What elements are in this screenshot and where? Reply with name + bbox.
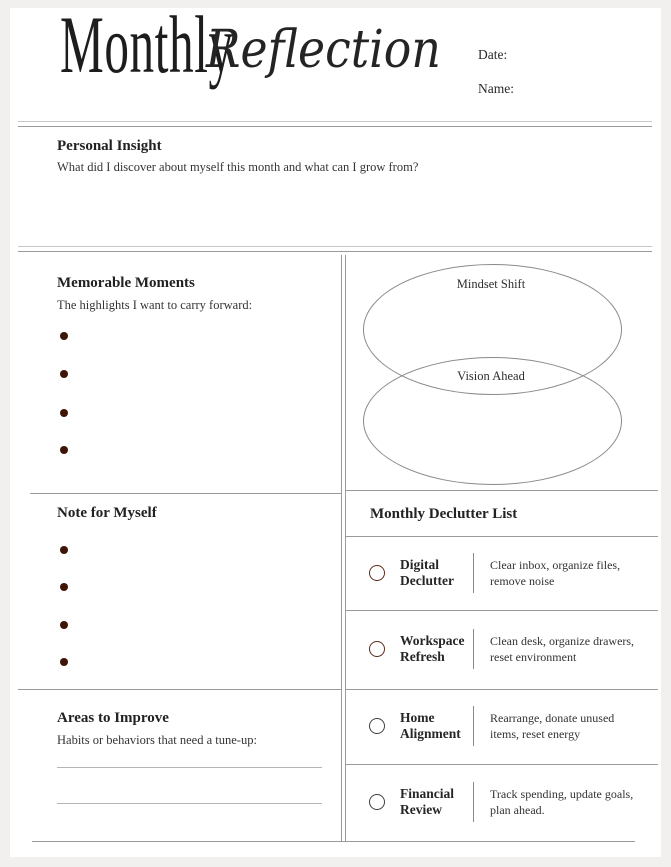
bullet-point — [60, 409, 68, 417]
bullet-point — [60, 446, 68, 454]
declutter-item — [362, 621, 658, 677]
declutter-item-description: Track spending, update goals, plan ahead. — [490, 787, 634, 817]
areas-to-improve-prompt: Habits or behaviors that need a tune-up: — [57, 733, 257, 747]
section-rule-upper — [18, 246, 652, 247]
name-label: Name: — [478, 81, 514, 96]
declutter-item — [362, 698, 658, 754]
declutter-item-description: Clean desk, organize drawers, reset environment — [490, 634, 635, 664]
declutter-row-rule-2 — [346, 689, 658, 690]
page-title-primary: Monthly — [60, 0, 234, 90]
item-divider — [473, 782, 474, 822]
column-divider — [341, 255, 346, 841]
left-column-lower-rule — [18, 689, 342, 690]
item-divider — [473, 629, 474, 669]
declutter-list-heading: Monthly Declutter List — [370, 506, 518, 522]
areas-to-improve-heading: Areas to Improve — [57, 710, 169, 726]
checkbox-circle[interactable] — [369, 565, 385, 581]
bullet-point — [60, 332, 68, 340]
declutter-item-description: Clear inbox, organize files, remove noise — [490, 558, 621, 588]
declutter-row-rule-3 — [346, 764, 658, 765]
personal-insight-heading: Personal Insight — [57, 138, 162, 154]
declutter-item-description: Rearrange, donate unused items, reset energy — [490, 711, 615, 741]
header-rule-lower — [18, 126, 652, 127]
bullet-point — [60, 370, 68, 378]
memorable-moments-heading: Memorable Moments — [57, 275, 195, 291]
checkbox-circle[interactable] — [369, 794, 385, 810]
note-for-myself-heading: Note for Myself — [57, 505, 157, 521]
date-label: Date: — [478, 47, 508, 62]
writing-line[interactable] — [57, 767, 322, 768]
left-column-divider-rule — [30, 493, 342, 494]
writing-line[interactable] — [57, 803, 322, 804]
declutter-item — [362, 545, 658, 601]
declutter-row-rule-1 — [346, 610, 658, 611]
bullet-point — [60, 621, 68, 629]
page-title-secondary: Reflection — [206, 20, 441, 80]
venn-top-label: Mindset Shift — [456, 277, 526, 291]
header-rule-upper — [18, 121, 652, 122]
declutter-item-title: Financial Review — [400, 786, 455, 817]
personal-insight-prompt: What did I discover about myself this month and what can I grow from? — [57, 160, 419, 174]
planner-page — [10, 0, 661, 857]
declutter-item-title: Workspace Refresh — [400, 633, 465, 664]
item-divider — [473, 706, 474, 746]
page-bottom-rule — [32, 841, 635, 842]
checkbox-circle[interactable] — [369, 641, 385, 657]
section-rule-lower — [18, 251, 652, 252]
bullet-point — [60, 546, 68, 554]
declutter-item-title: Home Alignment — [400, 710, 461, 741]
item-divider — [473, 553, 474, 593]
venn-bottom-label: Vision Ahead — [457, 369, 525, 383]
memorable-moments-prompt: The highlights I want to carry forward: — [57, 298, 253, 312]
bullet-point — [60, 583, 68, 591]
declutter-item — [362, 774, 658, 830]
checkbox-circle[interactable] — [369, 718, 385, 734]
declutter-item-title: Digital Declutter — [400, 557, 454, 588]
bullet-point — [60, 658, 68, 666]
declutter-heading-rule — [346, 536, 658, 537]
declutter-top-rule — [346, 490, 658, 491]
